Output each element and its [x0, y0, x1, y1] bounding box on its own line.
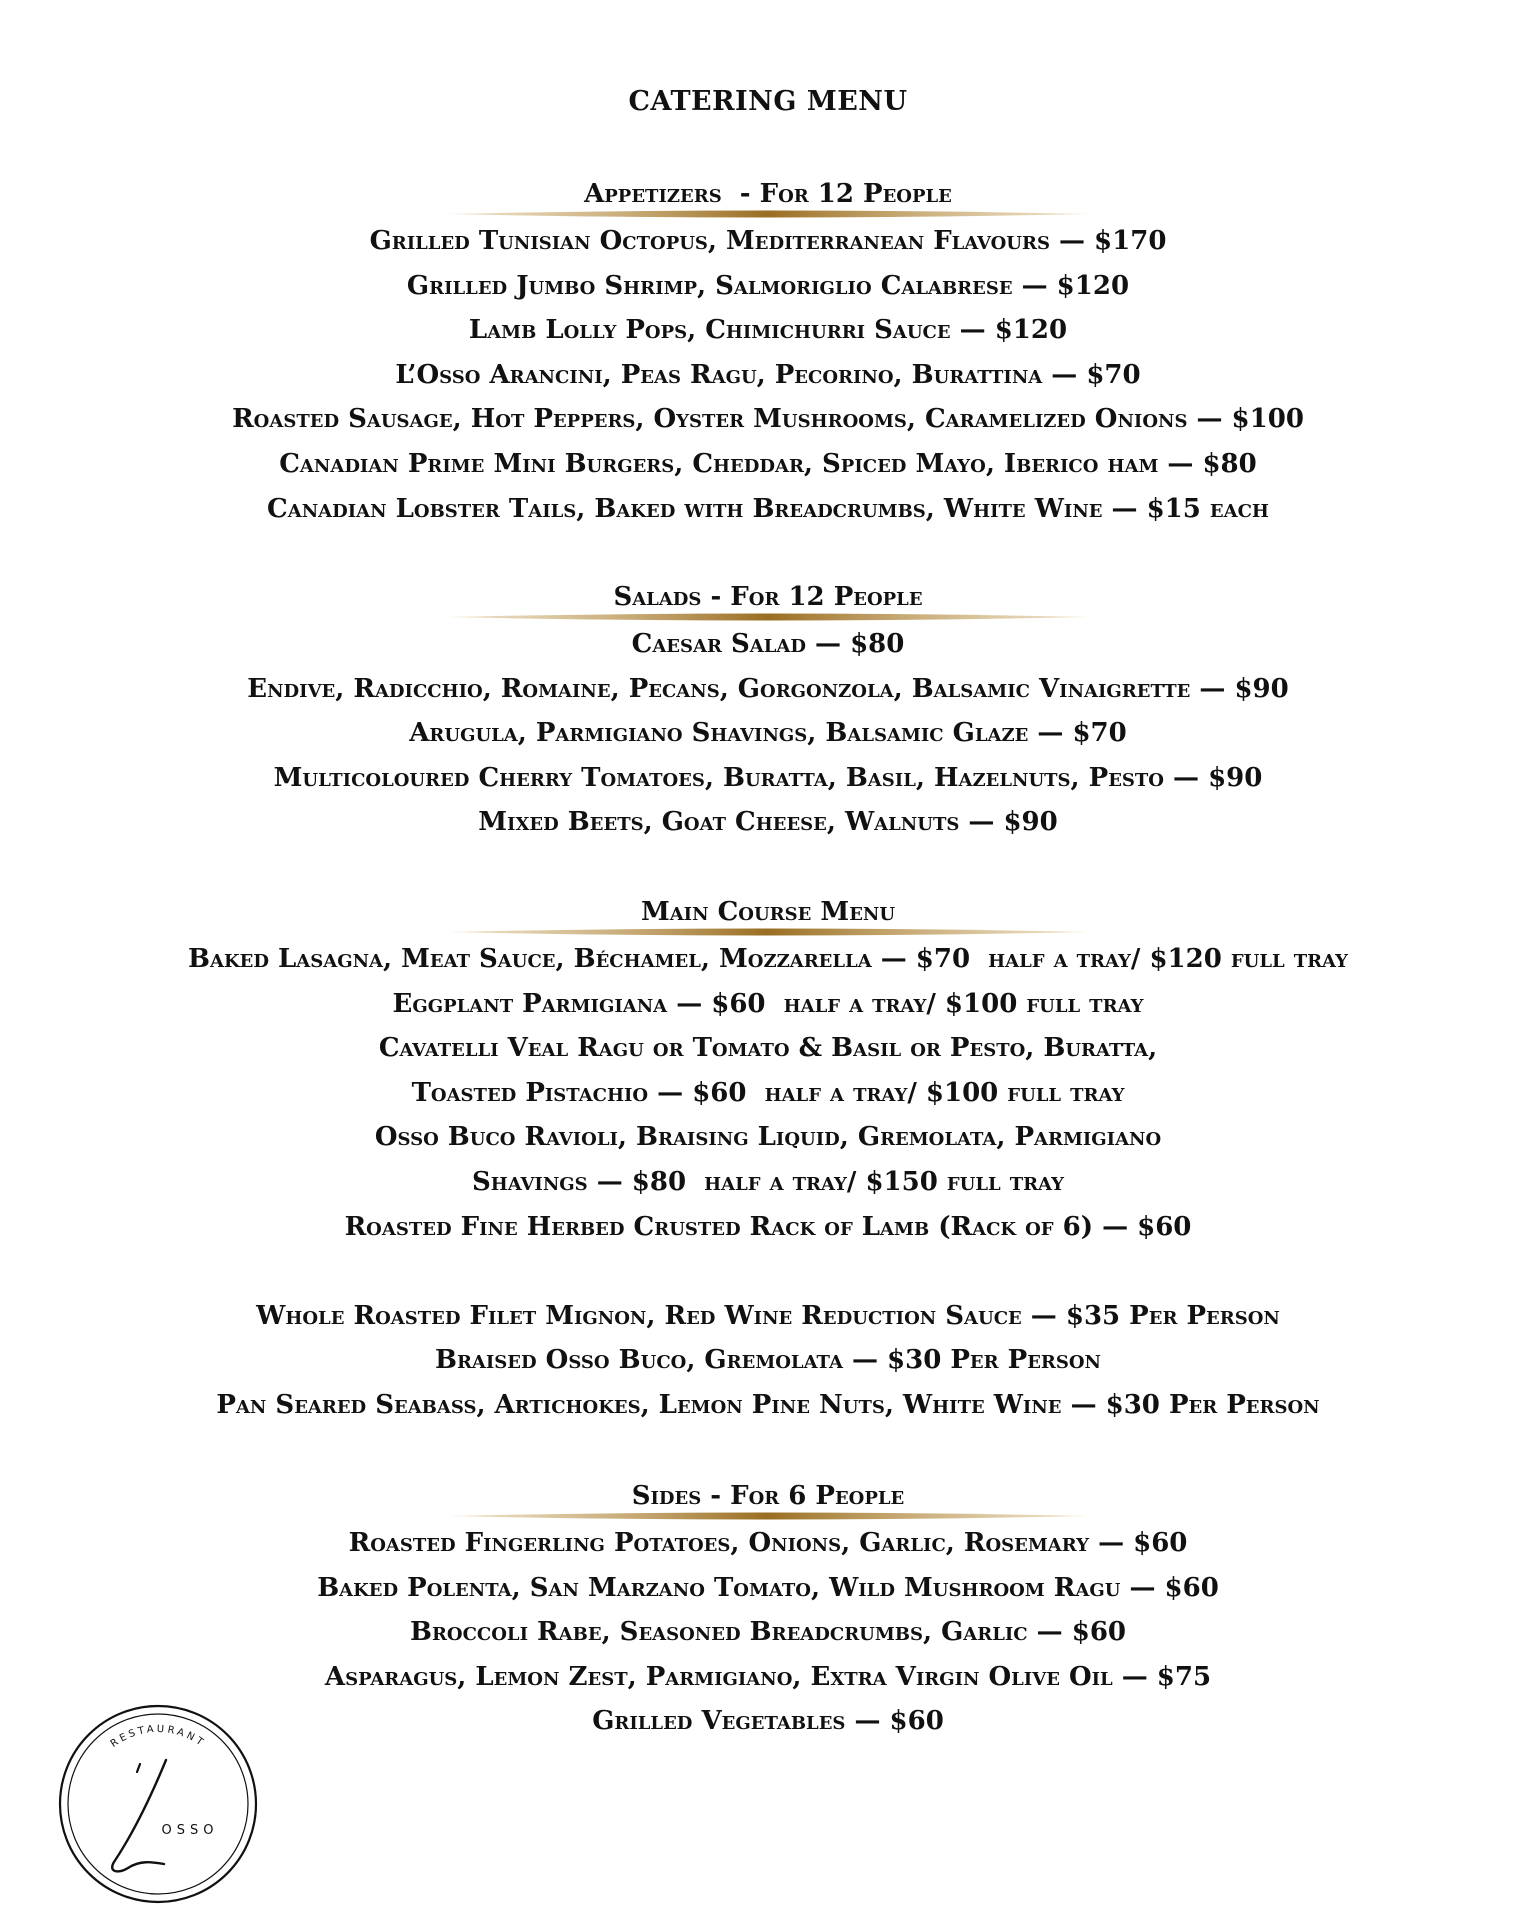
- gold-divider-rule: [448, 209, 1088, 219]
- menu-item: Broccoli Rabe, Seasoned Breadcrumbs, Garlic — $60: [409, 1617, 1127, 1648]
- spacer: [0, 1249, 1536, 1294]
- svg-text:RESTAURANT: [109, 1724, 207, 1750]
- menu-item: Braised Osso Buco, Gremolata — $30 Per Person: [434, 1345, 1102, 1376]
- menu-item: Eggplant Parmigiana — $60 half a tray/ $100 full tray: [392, 988, 1144, 1019]
- menu-item: Canadian Prime Mini Burgers, Cheddar, Spiced Mayo, Iberico ham — $80: [279, 448, 1257, 479]
- menu-item: Pan Seared Seabass, Artichokes, Lemon Pine Nuts, White Wine — $30 Per Person: [216, 1389, 1320, 1420]
- section-heading: Appetizers - For 12 People: [584, 179, 952, 209]
- menu-item: Grilled Vegetables — $60: [592, 1706, 944, 1737]
- section-appetizers: [0, 176, 1536, 531]
- restaurant-logo: [56, 1702, 260, 1906]
- section-heading: Sides - For 6 People: [631, 1481, 905, 1511]
- logo-top-text: RESTAURANT: [108, 1723, 208, 1750]
- menu-item: Roasted Fingerling Potatoes, Onions, Garlic, Rosemary — $60: [348, 1528, 1188, 1558]
- menu-item: Toasted Pistachio — $60 half a tray/ $100 full tray: [411, 1077, 1125, 1108]
- menu-item: Mixed Beets, Goat Cheese, Walnuts — $90: [478, 807, 1058, 838]
- menu-item: Baked Polenta, San Marzano Tomato, Wild Mushroom Ragu — $60: [317, 1572, 1219, 1603]
- menu-item: Arugula, Parmigiano Shavings, Balsamic Glaze — $70: [409, 718, 1127, 749]
- menu-item: L’Osso Arancini, Peas Ragu, Pecorino, Burattina — $70: [395, 359, 1141, 390]
- menu-item: Asparagus, Lemon Zest, Parmigiano, Extra Virgin Olive Oil — $75: [324, 1661, 1212, 1692]
- menu-item: Roasted Fine Herbed Crusted Rack of Lamb (Rack of 6) — $60: [344, 1211, 1192, 1242]
- menu-item: Cavatelli Veal Ragu or Tomato & Basil or Pesto, Buratta,: [378, 1033, 1158, 1064]
- section-salads: [0, 579, 1536, 845]
- section-main-course: [0, 894, 1536, 1428]
- menu-item: Lamb Lolly Pops, Chimichurri Sauce — $120: [468, 315, 1068, 346]
- page-title: CATERING MENU: [628, 86, 908, 117]
- menu-item: Grilled Jumbo Shrimp, Salmoriglio Calabrese — $120: [406, 270, 1130, 301]
- section-heading: Main Course Menu: [640, 897, 896, 927]
- menu-item: Baked Lasagna, Meat Sauce, Béchamel, Mozzarella — $70 half a tray/ $120 full tray: [188, 944, 1348, 974]
- menu-item: Canadian Lobster Tails, Baked with Breadcrumbs, White Wine — $15 each: [267, 493, 1269, 524]
- gold-divider-rule: [448, 612, 1088, 622]
- menu-item: Whole Roasted Filet Mignon, Red Wine Reduction Sauce — $35 Per Person: [256, 1300, 1280, 1331]
- section-heading: Salads - For 12 People: [613, 582, 923, 612]
- logo-bottom-text: OSSO: [161, 1823, 219, 1838]
- menu-item: Caesar Salad — $80: [631, 629, 905, 659]
- gold-divider-rule: [448, 1511, 1088, 1521]
- menu-item: Shavings — $80 half a tray/ $150 full tray: [472, 1166, 1064, 1197]
- gold-divider-rule: [448, 927, 1088, 937]
- menu-item: Multicoloured Cherry Tomatoes, Buratta, Basil, Hazelnuts, Pesto — $90: [273, 762, 1263, 793]
- menu-item: Roasted Sausage, Hot Peppers, Oyster Mushrooms, Caramelized Onions — $100: [232, 404, 1304, 435]
- menu-item: Endive, Radicchio, Romaine, Pecans, Gorgonzola, Balsamic Vinaigrette — $90: [247, 673, 1289, 704]
- menu-item: Grilled Tunisian Octopus, Mediterranean Flavours — $170: [369, 226, 1167, 256]
- menu-item: Osso Buco Ravioli, Braising Liquid, Gremolata, Parmigiano: [374, 1122, 1162, 1153]
